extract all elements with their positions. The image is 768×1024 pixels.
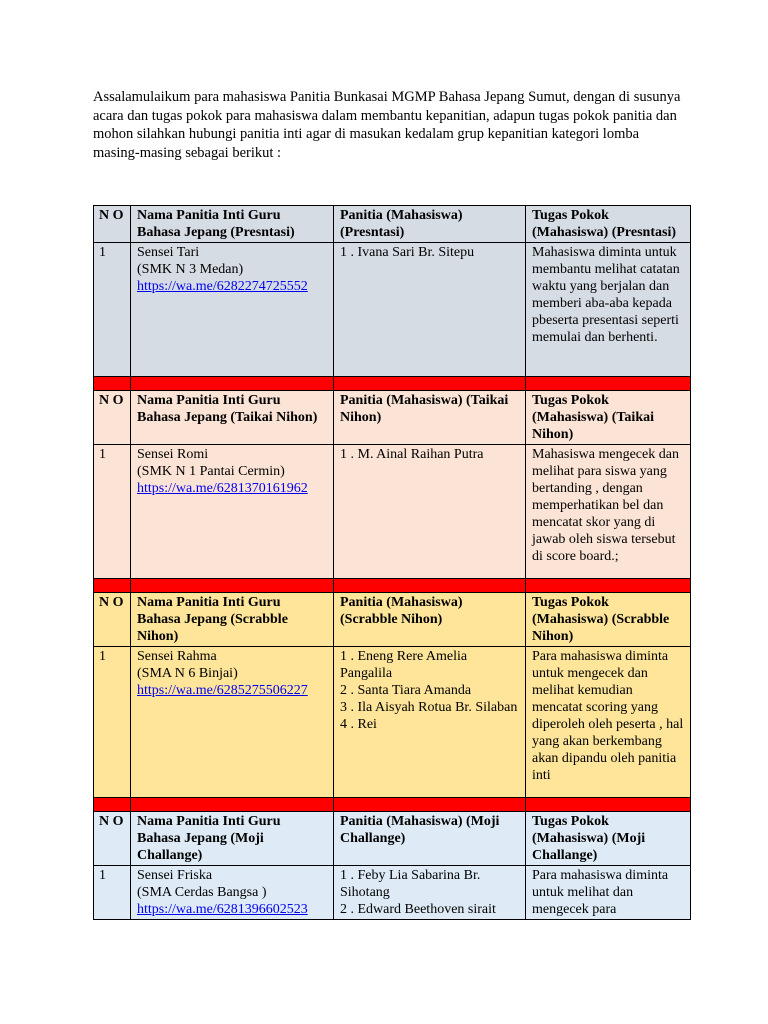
panitia-member: 2 . Edward Beethoven sirait: [340, 902, 496, 917]
header-guru: Nama Panitia Inti Guru Bahasa Jepang (Scrabble Nihon): [131, 593, 334, 647]
header-panitia: Panitia (Mahasiswa) (Taikai Nihon): [334, 391, 526, 445]
header-no: N O: [94, 391, 131, 445]
header-row-moji-challange: [94, 812, 691, 866]
guru-school: (SMK N 1 Pantai Cermin): [137, 464, 285, 479]
panitia-member: 4 . Rei: [340, 717, 377, 732]
panitia-member: 2 . Santa Tiara Amanda: [340, 683, 472, 698]
panitia-member: 3 . Ila Aisyah Rotua Br. Silaban: [340, 700, 518, 715]
guru-name: Sensei Romi: [137, 447, 209, 462]
table-row: [94, 445, 691, 579]
header-tugas: Tugas Pokok (Mahasiswa) (Scrabble Nihon): [526, 593, 691, 647]
whatsapp-link[interactable]: https://wa.me/6282274725552: [137, 279, 308, 294]
header-row-presentasi: [94, 206, 691, 243]
header-tugas: Tugas Pokok (Mahasiswa) (Moji Challange): [526, 812, 691, 866]
row-number: 1: [94, 445, 131, 579]
header-row-taikai-nihon: [94, 391, 691, 445]
panitia-member: 1 . M. Ainal Raihan Putra: [340, 447, 484, 462]
guru-cell: [131, 445, 334, 579]
guru-name: Sensei Friska: [137, 868, 213, 883]
header-panitia: Panitia (Mahasiswa) (Presntasi): [334, 206, 526, 243]
guru-name: Sensei Rahma: [137, 649, 217, 664]
table-row: [94, 243, 691, 377]
separator-row: [94, 579, 691, 593]
header-tugas: Tugas Pokok (Mahasiswa) (Taikai Nihon): [526, 391, 691, 445]
header-guru: Nama Panitia Inti Guru Bahasa Jepang (Presntasi): [131, 206, 334, 243]
guru-cell: [131, 866, 334, 920]
separator-row: [94, 377, 691, 391]
tugas-cell: Mahasiswa mengecek dan melihat para siswa yang bertanding , dengan memperhatikan bel dan mencatat skor yang di jawab oleh siswa tersebut di score board.;: [526, 445, 691, 579]
guru-school: (SMA N 6 Binjai): [137, 666, 238, 681]
header-panitia: Panitia (Mahasiswa) (Moji Challange): [334, 812, 526, 866]
header-no: N O: [94, 206, 131, 243]
whatsapp-link[interactable]: https://wa.me/6281370161962: [137, 481, 308, 496]
header-guru: Nama Panitia Inti Guru Bahasa Jepang (Taikai Nihon): [131, 391, 334, 445]
whatsapp-link[interactable]: https://wa.me/6285275506227: [137, 683, 308, 698]
header-panitia: Panitia (Mahasiswa) (Scrabble Nihon): [334, 593, 526, 647]
committee-table: [93, 205, 691, 920]
tugas-cell: Para mahasiswa diminta untuk melihat dan mengecek para: [526, 866, 691, 920]
header-no: N O: [94, 593, 131, 647]
panitia-cell: [334, 445, 526, 579]
tugas-cell: Para mahasiswa diminta untuk mengecek dan melihat kemudian mencatat scoring yang diperoleh oleh peserta , hal yang akan berkembang akan dipandu oleh panitia inti: [526, 647, 691, 798]
row-number: 1: [94, 243, 131, 377]
panitia-cell: [334, 647, 526, 798]
intro-paragraph: Assalamulaikum para mahasiswa Panitia Bunkasai MGMP Bahasa Jepang Sumut, dengan di susunya acara dan tugas pokok para mahasiswa dalam membantu kepanitian, adapun tugas pokok panitia dan mohon silahkan hubungi panitia inti agar di masukan kedalam grup kepanitian kategori lomba masing-masing sebagai berikut :: [93, 89, 681, 161]
header-tugas: Tugas Pokok (Mahasiswa) (Presntasi): [526, 206, 691, 243]
row-number: 1: [94, 866, 131, 920]
guru-school: (SMA Cerdas Bangsa ): [137, 885, 267, 900]
guru-cell: [131, 243, 334, 377]
tugas-cell: Mahasiswa diminta untuk membantu melihat catatan waktu yang berjalan dan memberi aba-aba kepada pbeserta presentasi seperti memulai dan berhenti.: [526, 243, 691, 377]
header-no: N O: [94, 812, 131, 866]
guru-name: Sensei Tari: [137, 245, 200, 260]
panitia-member: 1 . Feby Lia Sabarina Br. Sihotang: [340, 868, 481, 900]
guru-cell: [131, 647, 334, 798]
row-number: 1: [94, 647, 131, 798]
panitia-member: 1 . Ivana Sari Br. Sitepu: [340, 245, 475, 260]
separator-row: [94, 798, 691, 812]
table-row: [94, 866, 691, 920]
panitia-member: 1 . Eneng Rere Amelia Pangalila: [340, 649, 468, 681]
table-row: [94, 647, 691, 798]
header-guru: Nama Panitia Inti Guru Bahasa Jepang (Moji Challange): [131, 812, 334, 866]
panitia-cell: [334, 243, 526, 377]
panitia-cell: [334, 866, 526, 920]
header-row-scrabble-nihon: [94, 593, 691, 647]
whatsapp-link[interactable]: https://wa.me/6281396602523: [137, 902, 308, 917]
guru-school: (SMK N 3 Medan): [137, 262, 244, 277]
